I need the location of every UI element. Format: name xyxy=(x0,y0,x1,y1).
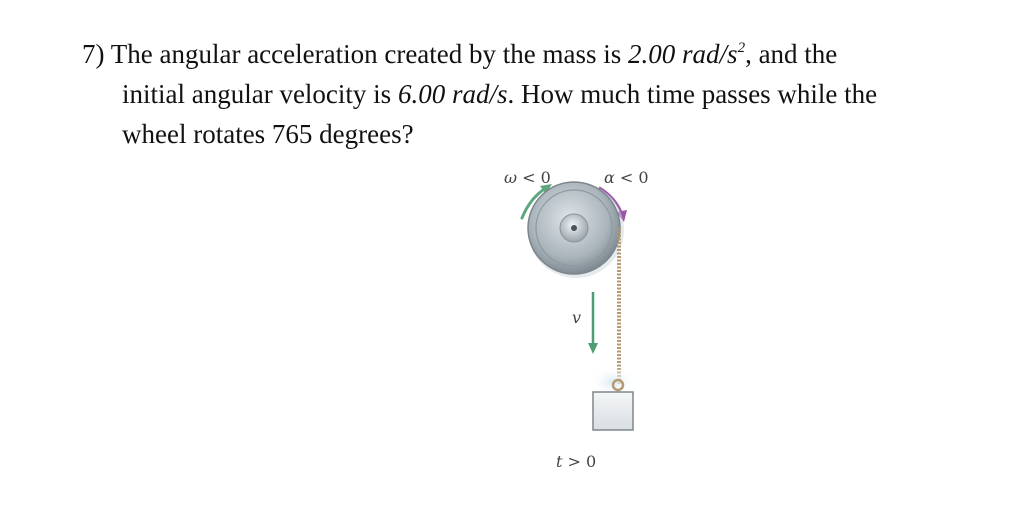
time-label: t > 0 xyxy=(556,452,597,471)
omega-unit: rad/s xyxy=(445,79,508,109)
alpha-label: α < 0 xyxy=(604,168,649,187)
question-line-1: 7) The angular acceleration created by the mass is 2.00 rad/$s^2$, and the xyxy=(82,39,838,69)
wheel-axle xyxy=(571,225,577,231)
question-line-2: initial angular velocity is 6.00 rad/s. How much time passes while the xyxy=(122,79,878,109)
alpha-value: 2.00 xyxy=(628,39,676,69)
question-line-3: wheel rotates 765 degrees? xyxy=(122,119,414,149)
omega-label: ω < 0 xyxy=(504,168,551,187)
alpha-unit: rad/s xyxy=(675,39,738,69)
pulley-diagram xyxy=(500,160,680,480)
pulley-figure xyxy=(500,160,680,480)
velocity-arrow-head xyxy=(588,343,598,354)
hanging-mass xyxy=(593,392,633,430)
question-text xyxy=(82,34,962,154)
omega-value: 6.00 xyxy=(397,79,446,109)
velocity-label: v xyxy=(572,308,582,327)
question-number: 7) xyxy=(82,39,105,69)
alpha-unit-exponent: 2 xyxy=(737,40,746,56)
